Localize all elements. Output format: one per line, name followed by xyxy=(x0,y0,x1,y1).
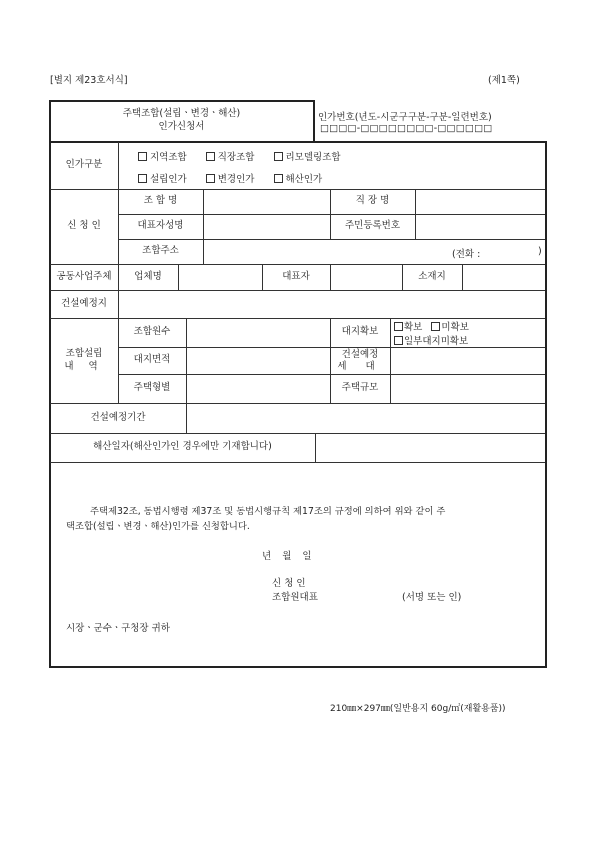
phone-label: (전화 : xyxy=(452,249,481,260)
company-name-label: 업체명 xyxy=(134,270,162,282)
option-establish[interactable]: 설립인가 xyxy=(138,174,187,185)
checkbox-icon[interactable] xyxy=(394,336,403,345)
statement-line2: 택조합(설립ㆍ변경ㆍ해산)인가를 신청합니다. xyxy=(66,521,250,532)
dissolution-date-field[interactable] xyxy=(316,434,545,462)
frame-right xyxy=(545,141,547,668)
planned-site-label: 건설예정지 xyxy=(61,297,107,309)
union-name-field[interactable] xyxy=(204,190,330,214)
divider xyxy=(118,142,119,190)
form-code: [별지 제23호서식] xyxy=(50,75,128,86)
approval-type-row1 xyxy=(138,149,341,163)
sign-note[interactable]: (서명 또는 인) xyxy=(402,592,462,603)
option-workplace[interactable]: 직장조합 xyxy=(206,152,255,163)
applicant-label: 신 청 인 xyxy=(67,219,101,231)
frame-bottom xyxy=(49,666,547,668)
option-remodel[interactable]: 리모델링조합 xyxy=(274,152,341,163)
construction-period-label: 건설예정기간 xyxy=(90,411,146,423)
frame-title-bottom xyxy=(49,141,547,143)
form-title-line1: 주택조합(설립ㆍ변경ㆍ해산) xyxy=(122,108,241,120)
checkbox-icon[interactable] xyxy=(274,152,283,161)
checkbox-icon[interactable] xyxy=(138,152,147,161)
checkbox-icon[interactable] xyxy=(206,174,215,183)
planned-units-field[interactable] xyxy=(391,348,545,374)
land-secure-options xyxy=(394,321,469,349)
option-regional[interactable]: 지역조합 xyxy=(138,152,187,163)
sign-rep: 조합원대표 xyxy=(272,592,318,603)
resident-no-field[interactable] xyxy=(416,215,545,239)
permit-number-label: 인가번호(년도-시군구구분-구분-일련번호) xyxy=(318,112,492,123)
planned-units-line2: 세 대 xyxy=(337,360,383,372)
checkbox-icon[interactable] xyxy=(206,152,215,161)
planned-units-label xyxy=(330,347,390,374)
union-address-field[interactable] xyxy=(204,240,444,264)
resident-no-label: 주민등록번호 xyxy=(344,220,401,232)
union-address-label: 조합주소 xyxy=(142,245,179,257)
checkbox-icon[interactable] xyxy=(138,174,147,183)
frame-title-right xyxy=(313,100,315,142)
approval-type-label: 인가구분 xyxy=(65,159,103,171)
workplace-name-field[interactable] xyxy=(416,190,545,214)
addressee: 시장ㆍ군수ㆍ구청장 귀하 xyxy=(66,623,170,634)
company-name-field[interactable] xyxy=(179,265,262,290)
land-area-field[interactable] xyxy=(187,348,330,374)
phone-close: ) xyxy=(538,246,542,257)
housing-type-field[interactable] xyxy=(187,375,330,403)
option-dissolve[interactable]: 해산인가 xyxy=(274,174,323,185)
union-name-label: 조 합 명 xyxy=(143,195,178,207)
details-label-line1: 조합설립 xyxy=(65,347,103,359)
joint-rep-field[interactable] xyxy=(331,265,402,290)
form-title-line2: 인가신청서 xyxy=(158,121,205,132)
construction-period-field[interactable] xyxy=(187,404,545,433)
dissolution-date-label: 해산일자(해산인가인 경우에만 기재합니다) xyxy=(93,441,272,453)
page-label: (제1쪽) xyxy=(488,75,520,86)
paper-spec: 210㎜×297㎜(일반용지 60g/㎡(재활용품)) xyxy=(330,704,506,714)
joint-rep-label: 대표자 xyxy=(282,270,310,282)
land-secured[interactable]: 확보 xyxy=(394,322,422,333)
members-label: 조합원수 xyxy=(133,326,171,338)
rep-name-label: 대표자성명 xyxy=(137,220,184,232)
details-label-line2: 내 역 xyxy=(64,360,104,372)
planned-units-line1: 건설예정 xyxy=(341,349,379,361)
permit-number-boxes[interactable]: □□□□-□□□□□□□□-□□□□□□ xyxy=(320,123,493,134)
housing-scale-label: 주택규모 xyxy=(341,382,379,394)
land-secure-label: 대지확보 xyxy=(341,326,379,338)
sign-applicant: 신 청 인 xyxy=(272,578,306,589)
location-label: 소재지 xyxy=(418,270,446,282)
workplace-name-label: 직 장 명 xyxy=(355,195,390,207)
statement-line1: 주택제32조, 동법시행령 제37조 및 동법시행규칙 제17조의 규정에 의하여 위와 같이 주 xyxy=(90,506,446,517)
option-change[interactable]: 변경인가 xyxy=(206,174,255,185)
members-field[interactable] xyxy=(187,319,330,347)
housing-scale-field[interactable] xyxy=(391,375,545,403)
planned-site-field[interactable] xyxy=(119,291,545,318)
date-line[interactable]: 년 월 일 xyxy=(262,551,312,562)
checkbox-icon[interactable] xyxy=(431,322,440,331)
land-area-label: 대지면적 xyxy=(133,354,171,366)
land-partial[interactable]: 일부대지미확보 xyxy=(394,336,468,347)
rep-name-field[interactable] xyxy=(204,215,330,239)
details-label xyxy=(50,318,118,403)
land-unsecured[interactable]: 미확보 xyxy=(431,322,469,333)
approval-type-row2 xyxy=(138,171,322,185)
location-field[interactable] xyxy=(463,265,545,290)
form-title xyxy=(50,102,313,140)
joint-operator-label: 공동사업주체 xyxy=(56,270,112,282)
checkbox-icon[interactable] xyxy=(274,174,283,183)
housing-type-label: 주택형별 xyxy=(133,382,171,394)
checkbox-icon[interactable] xyxy=(394,322,403,331)
